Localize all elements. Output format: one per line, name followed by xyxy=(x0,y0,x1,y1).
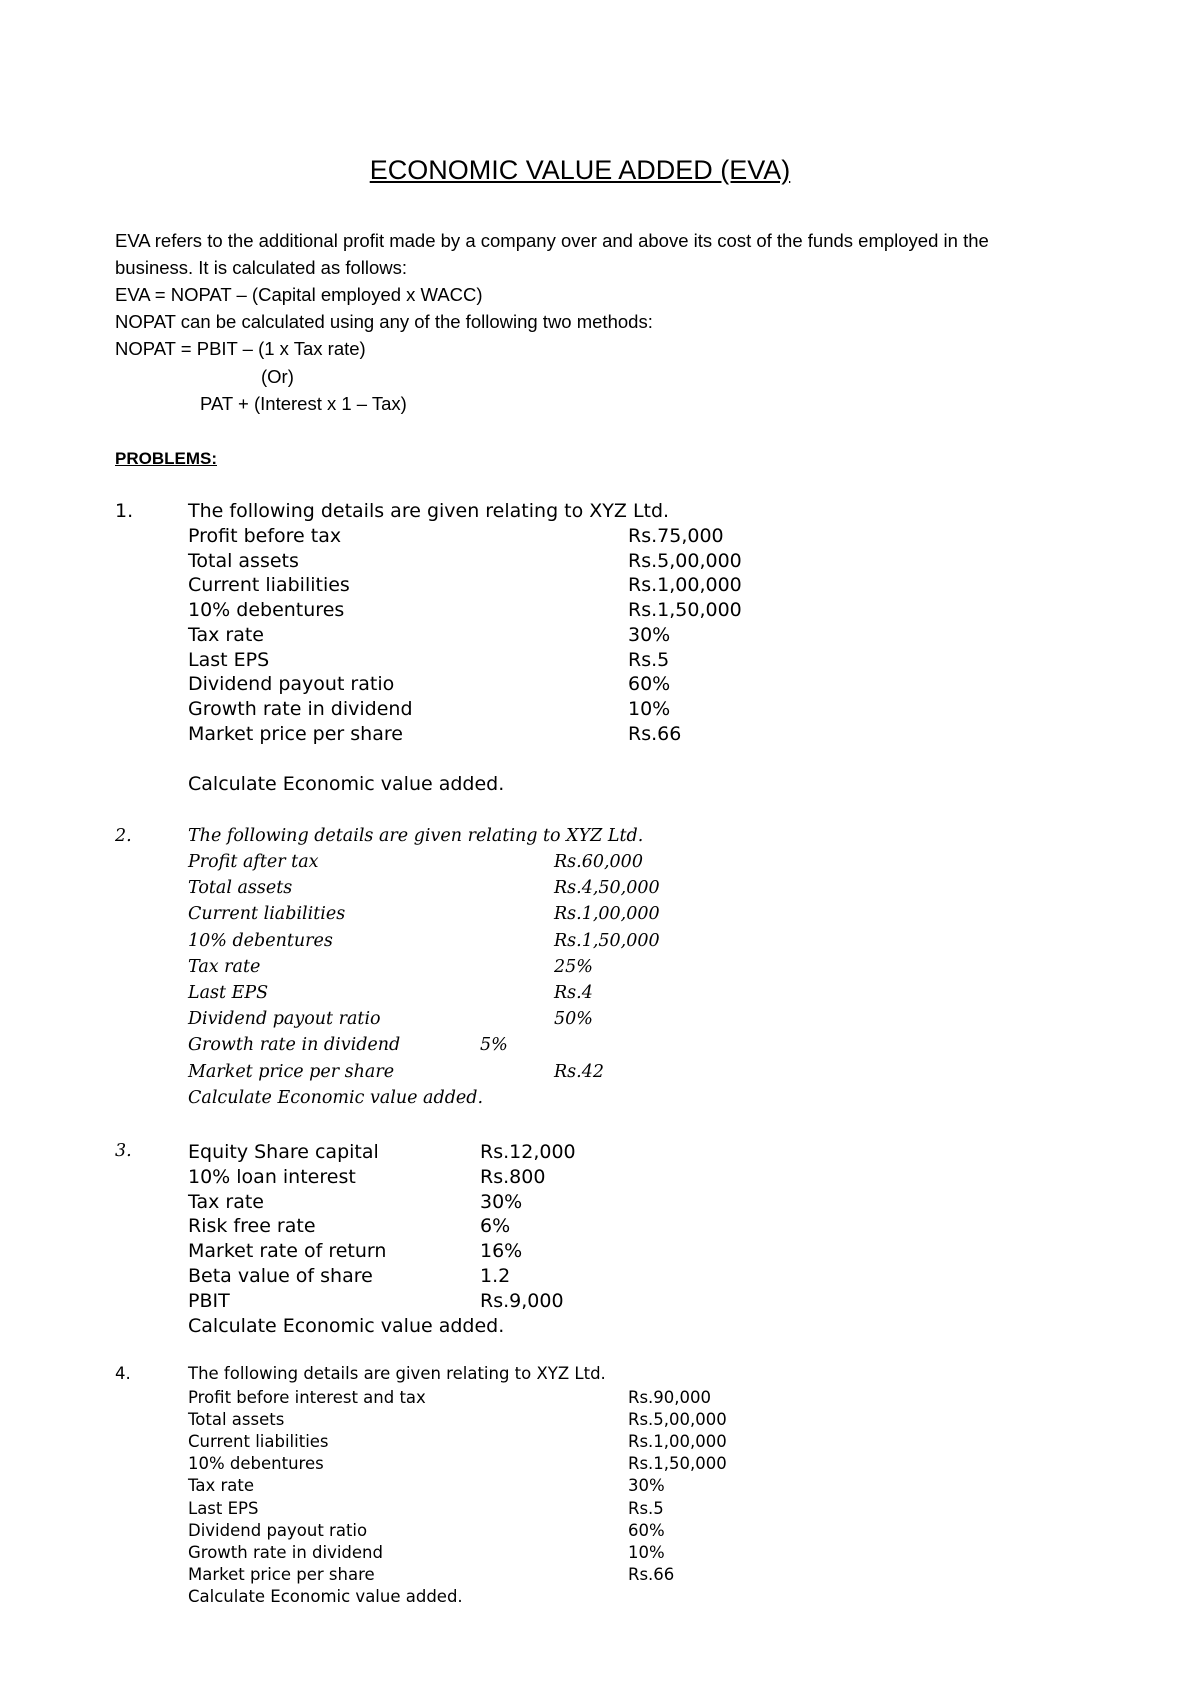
problem-3-row-value: 16% xyxy=(480,1240,523,1262)
problem-4-row-value: Rs.5,00,000 xyxy=(628,1410,727,1429)
problem-2-row-value: 5% xyxy=(480,1035,508,1055)
problem-1-intro: The following details are given relating to XYZ Ltd. xyxy=(188,500,670,522)
problem-4-row-label: Current liabilities xyxy=(188,1432,329,1451)
problem-4-number: 4. xyxy=(115,1364,131,1383)
problem-1-row-label: 10% debentures xyxy=(188,599,345,621)
problem-3-row-label: 10% loan interest xyxy=(188,1166,356,1188)
intro-line-1: EVA refers to the additional profit made by a company over and above its cost of the funds employed in the xyxy=(115,230,989,251)
intro-line-2: business. It is calculated as follows: xyxy=(115,257,408,278)
problem-4-row-label: 10% debentures xyxy=(188,1454,324,1473)
problem-3-row-value: 30% xyxy=(480,1191,523,1213)
problem-1-row-value: 60% xyxy=(628,673,671,695)
problem-2-number: 2. xyxy=(115,826,132,846)
problem-4-row-label: Dividend payout ratio xyxy=(188,1521,368,1540)
problem-1-row-label: Last EPS xyxy=(188,649,270,671)
problem-1-row-label: Total assets xyxy=(188,550,299,572)
problem-3-row-value: Rs.12,000 xyxy=(480,1141,576,1163)
problem-2-row-label: Last EPS xyxy=(188,983,269,1003)
problem-4-row-value: 10% xyxy=(628,1543,665,1562)
problem-4-row-label: Last EPS xyxy=(188,1499,259,1518)
problem-2-row-value: Rs.42 xyxy=(554,1062,604,1082)
problem-3-row-label: Beta value of share xyxy=(188,1265,373,1287)
problem-2-question: Calculate Economic value added. xyxy=(188,1088,484,1108)
formula-eva: EVA = NOPAT – (Capital employed x WACC) xyxy=(115,284,483,305)
problem-4-row-value: Rs.90,000 xyxy=(628,1388,712,1407)
problem-4-row-label: Growth rate in dividend xyxy=(188,1543,383,1562)
problem-3-number: 3. xyxy=(115,1141,132,1161)
problem-1-row-value: 10% xyxy=(628,698,671,720)
problem-1-row-value: Rs.1,00,000 xyxy=(628,574,742,596)
problem-4-row-label: Market price per share xyxy=(188,1565,375,1584)
problem-2-row-label: Total assets xyxy=(188,878,293,898)
problem-1-row-label: Dividend payout ratio xyxy=(188,673,395,695)
problem-2-row-label: 10% debentures xyxy=(188,931,333,951)
problem-2-row-label: Profit after tax xyxy=(188,852,319,872)
problem-1-row-value: Rs.66 xyxy=(628,723,682,745)
problem-1-row-value: Rs.75,000 xyxy=(628,525,724,547)
problem-2-row-value: Rs.1,00,000 xyxy=(554,904,660,924)
problem-2-row-label: Market price per share xyxy=(188,1062,395,1082)
problem-2-row-value: Rs.4 xyxy=(554,983,593,1003)
problem-3-row-value: 6% xyxy=(480,1215,511,1237)
problem-2-row-value: Rs.4,50,000 xyxy=(554,878,660,898)
problem-4-row-label: Tax rate xyxy=(188,1476,254,1495)
formula-nopat-method-1: NOPAT = PBIT – (1 x Tax rate) xyxy=(115,338,366,359)
problem-1-row-value: Rs.1,50,000 xyxy=(628,599,742,621)
formula-nopat-method-2: PAT + (Interest x 1 – Tax) xyxy=(200,393,407,414)
problem-2-row-value: 25% xyxy=(554,957,593,977)
problem-3-row-value: 1.2 xyxy=(480,1265,511,1287)
problem-4-question: Calculate Economic value added. xyxy=(188,1587,463,1606)
problem-3-row-value: Rs.800 xyxy=(480,1166,546,1188)
problem-2-row-label: Tax rate xyxy=(188,957,261,977)
nopat-methods-text: NOPAT can be calculated using any of the following two methods: xyxy=(115,311,653,332)
problem-3-row-label: Equity Share capital xyxy=(188,1141,379,1163)
problem-4-row-value: 30% xyxy=(628,1476,665,1495)
problem-2-intro: The following details are given relating to XYZ Ltd. xyxy=(188,826,644,846)
problem-1-row-value: 30% xyxy=(628,624,671,646)
problem-3-row-label: Risk free rate xyxy=(188,1215,316,1237)
problem-4-row-value: 60% xyxy=(628,1521,665,1540)
problem-3-row-label: Tax rate xyxy=(188,1191,264,1213)
problem-4-row-label: Profit before interest and tax xyxy=(188,1388,426,1407)
problem-1-row-value: Rs.5,00,000 xyxy=(628,550,742,572)
problem-2-row-label: Dividend payout ratio xyxy=(188,1009,381,1029)
problem-1-row-label: Growth rate in dividend xyxy=(188,698,413,720)
document-title: ECONOMIC VALUE ADDED (EVA) xyxy=(369,155,791,185)
problem-1-row-label: Current liabilities xyxy=(188,574,350,596)
problem-4-row-value: Rs.5 xyxy=(628,1499,664,1518)
problem-1-number: 1. xyxy=(115,500,134,522)
problem-2-row-value: 50% xyxy=(554,1009,593,1029)
problem-2-row-value: Rs.60,000 xyxy=(554,852,643,872)
problem-1-row-label: Market price per share xyxy=(188,723,403,745)
problem-2-row-value: Rs.1,50,000 xyxy=(554,931,660,951)
problem-4-row-label: Total assets xyxy=(188,1410,285,1429)
problem-4-row-value: Rs.1,00,000 xyxy=(628,1432,727,1451)
or-separator: (Or) xyxy=(261,366,294,387)
problem-2-row-label: Current liabilities xyxy=(188,904,346,924)
problem-4-row-value: Rs.66 xyxy=(628,1565,675,1584)
problem-2-row-label: Growth rate in dividend xyxy=(188,1035,401,1055)
problems-heading: PROBLEMS: xyxy=(115,449,217,468)
problem-1-row-label: Profit before tax xyxy=(188,525,342,547)
problem-1-row-label: Tax rate xyxy=(188,624,264,646)
problem-3-question: Calculate Economic value added. xyxy=(188,1315,505,1337)
problem-3-row-label: Market rate of return xyxy=(188,1240,387,1262)
problem-3-row-value: Rs.9,000 xyxy=(480,1290,564,1312)
problem-1-row-value: Rs.5 xyxy=(628,649,670,671)
problem-1-question: Calculate Economic value added. xyxy=(188,773,505,795)
problem-4-row-value: Rs.1,50,000 xyxy=(628,1454,727,1473)
problem-4-intro: The following details are given relating to XYZ Ltd. xyxy=(188,1364,606,1383)
problem-3-row-label: PBIT xyxy=(188,1290,230,1312)
